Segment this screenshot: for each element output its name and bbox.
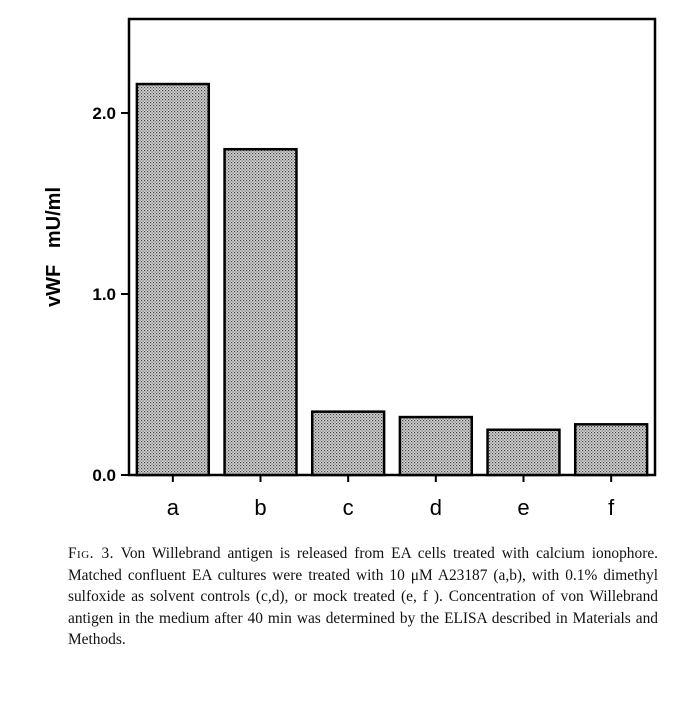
y-tick-label: 0.0 — [92, 466, 116, 485]
bar-a — [137, 84, 209, 475]
y-axis — [92, 104, 129, 485]
bar-d — [400, 417, 472, 475]
bar-c — [312, 412, 384, 475]
x-tick-label-d: d — [429, 495, 442, 520]
x-tick-label-b: b — [254, 495, 267, 520]
caption-text: Von Willebrand antigen is released from EA cells treated with calcium ionophore. Matched confluent EA cultures were treated with 10 μM A23187 (a,b), with 0.1% dimethyl sulfoxide as solvent controls (c,d), or mock treated (e, f ). Concentration of von Willebrand antigen in the medium after 40 min was determined by the ELISA described in Materials and Methods. — [68, 545, 658, 648]
x-tick-label-a: a — [166, 495, 179, 520]
bar-f — [575, 424, 647, 475]
y-tick-label: 2.0 — [92, 104, 116, 123]
bar-e — [488, 430, 560, 475]
x-tick-label-c: c — [342, 495, 354, 520]
x-tick-label-f: f — [608, 495, 615, 520]
figure-label: Fig. 3. — [68, 545, 115, 562]
bars — [137, 84, 647, 475]
y-tick-label: 1.0 — [92, 285, 116, 304]
x-tick-label-e: e — [517, 495, 530, 520]
bar-b — [225, 149, 297, 475]
figure-caption — [68, 543, 658, 651]
y-axis-label: vWF mU/ml — [43, 186, 65, 308]
x-axis-labels — [167, 475, 615, 520]
